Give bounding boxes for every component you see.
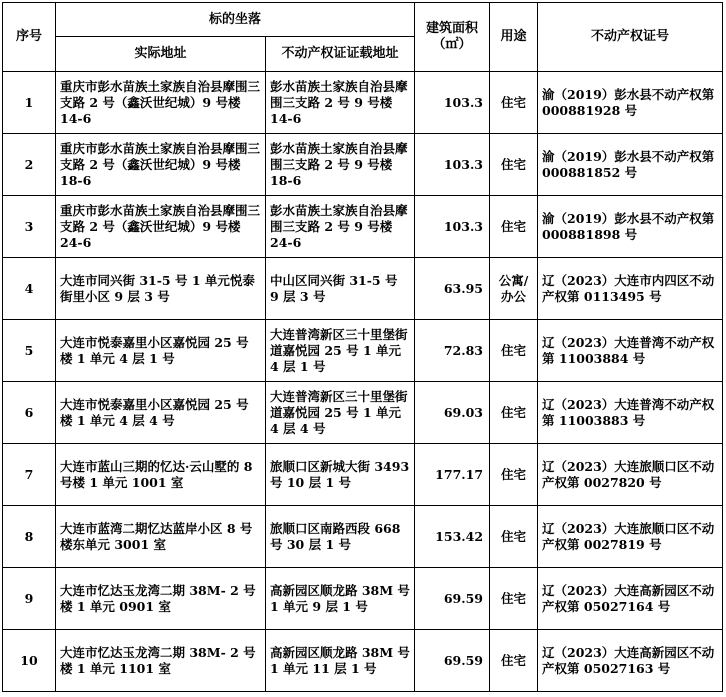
- cert-address-cell: 大连普湾新区三十里堡街道嘉悦园 25 号 1 单元 4 层 4 号: [266, 382, 415, 444]
- seq-cell: 5: [3, 320, 56, 382]
- cert-no-cell: 辽（2023）大连高新园区不动产权第 05027164 号: [538, 568, 723, 630]
- area-cell: 72.83: [415, 320, 490, 382]
- header-seq: 序号: [3, 3, 56, 72]
- table-row: [3, 568, 723, 630]
- usage-cell: 住宅: [490, 568, 538, 630]
- cert-address-cell: 彭水苗族土家族自治县摩围三支路 2 号 9 号楼 24-6: [266, 196, 415, 258]
- cert-address-cell: 彭水苗族土家族自治县摩围三支路 2 号 9 号楼 18-6: [266, 134, 415, 196]
- usage-cell: 住宅: [490, 506, 538, 568]
- usage-cell: 住宅: [490, 320, 538, 382]
- table-row: [3, 258, 723, 320]
- property-table: [2, 2, 723, 692]
- actual-address-cell: 重庆市彭水苗族土家族自治县摩围三支路 2 号（鑫沃世纪城）9 号楼 14-6: [56, 72, 266, 134]
- actual-address-cell: 重庆市彭水苗族土家族自治县摩围三支路 2 号（鑫沃世纪城）9 号楼 24-6: [56, 196, 266, 258]
- cert-no-cell: 渝（2019）彭水县不动产权第 000881928 号: [538, 72, 723, 134]
- table-row: [3, 196, 723, 258]
- cert-no-cell: 辽（2023）大连普湾不动产权第 11003884 号: [538, 320, 723, 382]
- area-cell: 69.59: [415, 568, 490, 630]
- table-row: [3, 506, 723, 568]
- actual-address-cell: 大连市悦泰嘉里小区嘉悦园 25 号楼 1 单元 4 层 4 号: [56, 382, 266, 444]
- seq-cell: 6: [3, 382, 56, 444]
- header-cert-no: 不动产权证号: [538, 3, 723, 72]
- header-row-1: [3, 3, 723, 37]
- actual-address-cell: 大连市蓝山三期的忆达·云山墅的 8 号楼 1 单元 1001 室: [56, 444, 266, 506]
- header-actual-address: 实际地址: [56, 37, 266, 72]
- usage-cell: 住宅: [490, 444, 538, 506]
- table-row: [3, 72, 723, 134]
- table-row: [3, 134, 723, 196]
- cert-address-cell: 旅顺口区新城大街 3493 号 10 层 1 号: [266, 444, 415, 506]
- seq-cell: 8: [3, 506, 56, 568]
- usage-cell: 住宅: [490, 134, 538, 196]
- actual-address-cell: 重庆市彭水苗族土家族自治县摩围三支路 2 号（鑫沃世纪城）9 号楼 18-6: [56, 134, 266, 196]
- cert-address-cell: 彭水苗族土家族自治县摩围三支路 2 号 9 号楼 14-6: [266, 72, 415, 134]
- cert-address-cell: 大连普湾新区三十里堡街道嘉悦园 25 号 1 单元 4 层 1 号: [266, 320, 415, 382]
- seq-cell: 2: [3, 134, 56, 196]
- actual-address-cell: 大连市忆达玉龙湾二期 38M- 2 号楼 1 单元 0901 室: [56, 568, 266, 630]
- usage-cell: 住宅: [490, 630, 538, 692]
- usage-cell: 住宅: [490, 196, 538, 258]
- area-cell: 177.17: [415, 444, 490, 506]
- cert-no-cell: 辽（2023）大连旅顺口区不动产权第 0027819 号: [538, 506, 723, 568]
- header-location-group: 标的坐落: [56, 3, 415, 37]
- header-cert-address: 不动产权证证载地址: [266, 37, 415, 72]
- table-row: [3, 382, 723, 444]
- cert-no-cell: 辽（2023）大连旅顺口区不动产权第 0027820 号: [538, 444, 723, 506]
- table-row: [3, 320, 723, 382]
- cert-no-cell: 辽（2023）大连市内四区不动产权第 0113495 号: [538, 258, 723, 320]
- cert-address-cell: 中山区同兴街 31-5 号 9 层 3 号: [266, 258, 415, 320]
- seq-cell: 1: [3, 72, 56, 134]
- usage-cell: 公寓/办公: [490, 258, 538, 320]
- area-cell: 103.3: [415, 196, 490, 258]
- cert-no-cell: 辽（2023）大连普湾不动产权第 11003883 号: [538, 382, 723, 444]
- cert-address-cell: 高新园区顺龙路 38M 号 1 单元 9 层 1 号: [266, 568, 415, 630]
- cert-no-cell: 渝（2019）彭水县不动产权第 000881898 号: [538, 196, 723, 258]
- seq-cell: 10: [3, 630, 56, 692]
- seq-cell: 4: [3, 258, 56, 320]
- cert-no-cell: 辽（2023）大连高新园区不动产权第 05027163 号: [538, 630, 723, 692]
- area-cell: 153.42: [415, 506, 490, 568]
- usage-cell: 住宅: [490, 382, 538, 444]
- table-row: [3, 630, 723, 692]
- actual-address-cell: 大连市悦泰嘉里小区嘉悦园 25 号楼 1 单元 4 层 1 号: [56, 320, 266, 382]
- header-usage: 用途: [490, 3, 538, 72]
- area-cell: 103.3: [415, 72, 490, 134]
- area-cell: 103.3: [415, 134, 490, 196]
- cert-address-cell: 高新园区顺龙路 38M 号 1 单元 11 层 1 号: [266, 630, 415, 692]
- seq-cell: 9: [3, 568, 56, 630]
- header-area: 建筑面积（㎡）: [415, 3, 490, 72]
- seq-cell: 3: [3, 196, 56, 258]
- actual-address-cell: 大连市忆达玉龙湾二期 38M- 2 号楼 1 单元 1101 室: [56, 630, 266, 692]
- actual-address-cell: 大连市同兴街 31-5 号 1 单元悦泰街里小区 9 层 3 号: [56, 258, 266, 320]
- usage-cell: 住宅: [490, 72, 538, 134]
- area-cell: 63.95: [415, 258, 490, 320]
- table-row: [3, 444, 723, 506]
- area-cell: 69.59: [415, 630, 490, 692]
- area-cell: 69.03: [415, 382, 490, 444]
- cert-no-cell: 渝（2019）彭水县不动产权第 000881852 号: [538, 134, 723, 196]
- actual-address-cell: 大连市蓝湾二期忆达蓝岸小区 8 号楼东单元 3001 室: [56, 506, 266, 568]
- seq-cell: 7: [3, 444, 56, 506]
- cert-address-cell: 旅顺口区南路西段 668 号 30 层 1 号: [266, 506, 415, 568]
